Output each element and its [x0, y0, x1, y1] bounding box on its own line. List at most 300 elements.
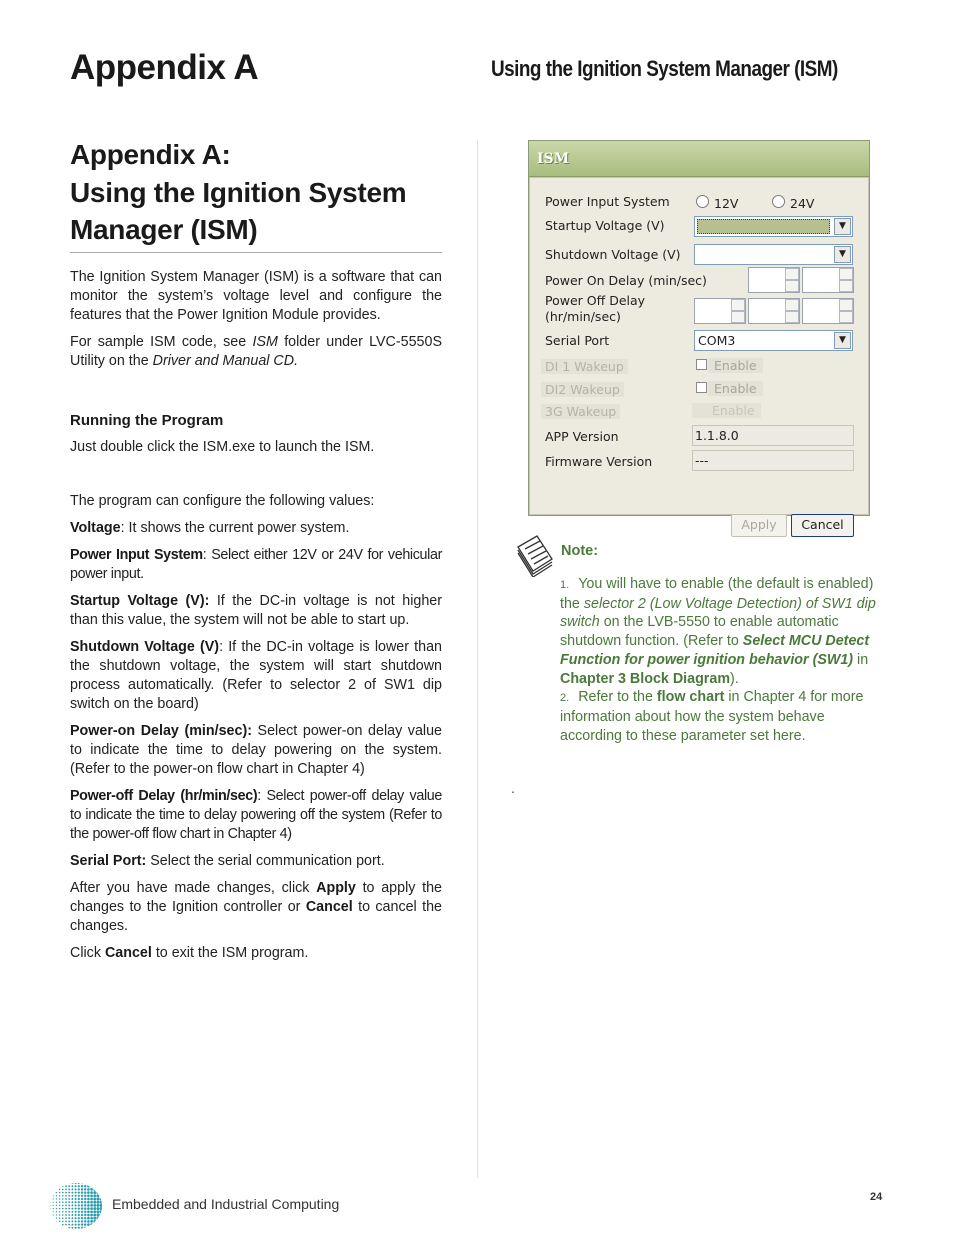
logo-dot [53, 1186, 54, 1187]
logo-dot [71, 1220, 73, 1222]
label-shutdown: Shutdown Voltage (V) [545, 247, 681, 262]
logo-dot [87, 1217, 90, 1220]
power-off-sec-spinner[interactable] [802, 298, 854, 324]
logo-dot [75, 1208, 77, 1210]
logo-dot [87, 1185, 90, 1188]
logo-dot [90, 1198, 93, 1201]
logo-dot [65, 1205, 67, 1207]
item-voltage: Voltage: It shows the current power system. [70, 519, 350, 536]
firmware-version-field: --- [692, 450, 854, 471]
power-on-sec-spinner[interactable] [802, 267, 854, 293]
logo-dot [49, 1192, 50, 1193]
logo-dot [75, 1195, 77, 1197]
logo-dot [93, 1188, 96, 1191]
di2-checkbox[interactable] [696, 382, 707, 393]
logo-dot [90, 1226, 93, 1229]
logo-dot [87, 1204, 90, 1207]
logo-dot [49, 1208, 50, 1209]
logo-dot [68, 1188, 70, 1190]
chevron-down-icon[interactable]: ▼ [834, 246, 851, 263]
logo-dot [56, 1192, 57, 1193]
logo-dot [65, 1195, 67, 1197]
logo-dot [56, 1211, 57, 1212]
logo-dot [100, 1188, 103, 1191]
logo-dot [100, 1185, 103, 1188]
logo-dot [81, 1220, 83, 1222]
item-power-on: Power-on Delay (min/sec): Select power-on delay value to indicate the time to delay powering on the system. (Refer to the power-on flow chart in Chapter 4) [70, 722, 442, 777]
logo-dot [65, 1198, 67, 1200]
item-shutdown: Shutdown Voltage (V): If the DC-in voltage is lower than the shutdown voltage, the system will start shutdown process automatically. (Refer to selector 2 of SW1 dip switch on the board) [70, 638, 442, 712]
radio-24v-label: 24V [790, 196, 815, 211]
logo-dot [84, 1201, 86, 1203]
column-divider [477, 140, 478, 1178]
logo-dot [71, 1198, 73, 1200]
logo-dot [100, 1201, 103, 1204]
logo-dot [49, 1211, 50, 1212]
chevron-down-icon[interactable]: ▼ [834, 332, 851, 349]
logo-dot [84, 1220, 86, 1222]
logo-dot [49, 1198, 50, 1199]
logo-dot [59, 1211, 60, 1212]
logo-dot [62, 1217, 64, 1219]
page-number: 24 [870, 1191, 883, 1203]
logo-dot [65, 1192, 67, 1194]
logo-dot [49, 1182, 50, 1183]
radio-12v[interactable] [696, 195, 709, 208]
logo-dot [90, 1204, 93, 1207]
logo-dot [97, 1182, 100, 1185]
left-column [70, 136, 442, 971]
logo-dot [84, 1188, 86, 1190]
logo-dot [81, 1182, 83, 1184]
logo-dot [78, 1207, 80, 1209]
spin-down-icon[interactable] [785, 280, 799, 292]
after-changes: After you have made changes, click Apply to apply the changes to the Ignition controller or Cancel to cancel the changes. [70, 879, 442, 934]
logo-dot [97, 1214, 100, 1217]
spin-down-icon[interactable] [839, 311, 853, 323]
logo-dot [75, 1214, 77, 1216]
note-list [560, 575, 890, 745]
logo-dot [71, 1204, 73, 1206]
page-title: Appendix A: Using the Ignition System Manager (ISM) [70, 136, 442, 253]
configure-text: The program can configure the following values: [70, 492, 375, 509]
di2-enable-label: Enable [708, 381, 763, 396]
spin-up-icon[interactable] [839, 299, 853, 311]
logo-dot [84, 1223, 86, 1225]
logo-dot [53, 1221, 54, 1222]
logo-dot [68, 1211, 70, 1213]
logo-dot [93, 1226, 96, 1229]
logo-dot [100, 1220, 103, 1223]
logo-dot [71, 1188, 73, 1190]
logo-dot [81, 1195, 83, 1197]
logo-dot [93, 1220, 96, 1223]
logo-dot [56, 1202, 57, 1203]
logo-dot [84, 1185, 86, 1187]
logo-dot [93, 1185, 96, 1188]
logo-dot [90, 1191, 93, 1194]
logo-dot [78, 1198, 80, 1200]
di1-enable-label: Enable [708, 358, 763, 373]
label-power-input: Power Input System [545, 194, 670, 209]
logo-dot [90, 1220, 93, 1223]
logo-dot [59, 1205, 60, 1206]
logo-dot [75, 1201, 77, 1203]
logo-dot [81, 1207, 83, 1209]
logo-dot [90, 1223, 93, 1226]
logo-dot [100, 1217, 103, 1220]
item-startup: Startup Voltage (V): If the DC-in voltage is not higher than this value, the system will not be able to start up. [70, 592, 442, 628]
logo-dot [75, 1224, 77, 1226]
spin-up-icon[interactable] [839, 268, 853, 280]
label-power-on: Power On Delay (min/sec) [545, 273, 707, 288]
logo-dot [71, 1224, 73, 1226]
logo-dot [100, 1207, 103, 1210]
logo-dot [65, 1185, 67, 1187]
shutdown-voltage-select[interactable] [694, 244, 853, 265]
logo-dot [53, 1182, 54, 1183]
logo-dot [87, 1223, 90, 1226]
logo-dot [100, 1226, 103, 1229]
logo-dot [97, 1210, 100, 1213]
logo-dot [90, 1185, 93, 1188]
logo-dot [78, 1204, 80, 1206]
logo-dot [49, 1221, 50, 1222]
exit-text: Click Cancel to exit the ISM program. [70, 944, 309, 961]
logo-dot [81, 1214, 83, 1216]
logo-dot [84, 1214, 86, 1216]
logo-dot [53, 1195, 54, 1196]
di1-checkbox[interactable] [696, 359, 707, 370]
spin-down-icon[interactable] [839, 280, 853, 292]
logo-dot [59, 1227, 60, 1228]
logo-dot [97, 1201, 100, 1204]
logo-dot [62, 1185, 64, 1187]
logo-dot [87, 1188, 90, 1191]
label-di2: DI2 Wakeup [541, 382, 624, 397]
logo-dot [59, 1192, 60, 1193]
logo-dot [97, 1217, 100, 1220]
logo-dot [71, 1227, 73, 1229]
label-app-version: APP Version [545, 429, 619, 444]
logo-dot [65, 1189, 67, 1191]
logo-dot [56, 1198, 57, 1199]
logo-dot [49, 1186, 50, 1187]
logo-dot [75, 1188, 77, 1190]
intro-paragraph: The Ignition System Manager (ISM) is a software that can monitor the system’s voltage level and configure the features that the Power Ignition Module provides. [70, 268, 442, 323]
logo-dot [49, 1224, 50, 1225]
logo-dot [75, 1227, 77, 1229]
logo-dot [59, 1198, 60, 1199]
logo-dot [62, 1182, 64, 1184]
logo-dot [93, 1214, 96, 1217]
logo-dot [49, 1227, 50, 1228]
logo-dot [68, 1220, 70, 1222]
power-on-min-spinner[interactable] [748, 267, 800, 293]
logo-dot [87, 1211, 90, 1214]
logo-dot [68, 1208, 70, 1210]
spin-down-icon[interactable] [731, 311, 745, 323]
logo-dot [56, 1227, 57, 1228]
logo-dot [90, 1210, 93, 1213]
serial-port-select[interactable]: COM3 ▼ [694, 330, 853, 351]
spin-up-icon[interactable] [731, 299, 745, 311]
logo-dot [62, 1201, 64, 1203]
ism-dialog [528, 140, 870, 532]
logo-dot [87, 1201, 90, 1204]
logo-dot [84, 1191, 86, 1193]
logo-dot [68, 1192, 70, 1194]
spin-up-icon[interactable] [785, 299, 799, 311]
logo-dot [78, 1214, 80, 1216]
logo-dot [90, 1214, 93, 1217]
logo-dot [49, 1189, 50, 1190]
label-startup: Startup Voltage (V) [545, 218, 665, 233]
logo-dot [65, 1201, 67, 1203]
logo-dot [68, 1227, 70, 1229]
logo-dot [65, 1211, 67, 1213]
logo-dot [97, 1204, 100, 1207]
running-heading: Running the Program [70, 411, 224, 429]
logo-dot [68, 1204, 70, 1206]
logo-dot [62, 1208, 64, 1210]
logo-dot [97, 1207, 100, 1210]
3g-enable-label: Enable [692, 403, 761, 418]
logo-dot [68, 1201, 70, 1203]
logo-dot [65, 1224, 67, 1226]
app-version-field: 1.1.8.0 [692, 425, 854, 446]
logo-dot [71, 1214, 73, 1216]
logo-dot [84, 1198, 86, 1200]
logo-dot [75, 1182, 77, 1184]
footer-text: Embedded and Industrial Computing [112, 1196, 340, 1212]
dialog-body [529, 177, 869, 532]
logo-dot [56, 1182, 57, 1183]
logo-dot [65, 1214, 67, 1216]
logo-dot [71, 1208, 73, 1210]
logo-dot [87, 1191, 90, 1194]
radio-12v-label: 12V [714, 196, 739, 211]
logo-dot [90, 1182, 93, 1185]
logo-dot [53, 1218, 54, 1219]
logo-dot [59, 1182, 60, 1183]
logo-dot [84, 1217, 86, 1219]
item-power-off: Power-off Delay (hr/min/sec): Select power-off delay value to indicate the time to delay powering off the system (Refer to the power-off flow chart in Chapter 4) [70, 787, 442, 842]
note-item: 2. Refer to the flow chart in Chapter 4 for more information about how the system behave according to these parameter set here. [560, 689, 864, 744]
chevron-down-icon[interactable]: ▼ [834, 218, 851, 235]
logo-dot [68, 1185, 70, 1187]
logo-dot [59, 1217, 60, 1218]
logo-dot [53, 1214, 54, 1215]
logo-dot [59, 1224, 60, 1225]
logo-dot [53, 1189, 54, 1190]
logo-dot [81, 1223, 83, 1225]
logo-dot [78, 1182, 80, 1184]
item-serial: Serial Port: Select the serial communication port. [70, 852, 385, 869]
logo-dot [84, 1204, 86, 1206]
logo-dot [59, 1214, 60, 1215]
logo-dot [53, 1202, 54, 1203]
logo-dot [59, 1195, 60, 1196]
dialog-title: ISM [529, 141, 869, 177]
logo-dot [100, 1194, 103, 1197]
logo-dot [62, 1192, 64, 1194]
logo-dot [84, 1227, 86, 1229]
logo-dot [81, 1185, 83, 1187]
logo-dot [84, 1207, 86, 1209]
sample-code-paragraph: For sample ISM code, see ISM folder under LVC-5550S Utility on the Driver and Manual CD. [70, 333, 442, 369]
logo-dot [90, 1188, 93, 1191]
logo-dot [93, 1204, 96, 1207]
logo-dot [62, 1205, 64, 1207]
logo-dot [100, 1181, 103, 1184]
label-firmware-version: Firmware Version [545, 454, 653, 469]
logo-dot [97, 1226, 100, 1229]
logo-dot [100, 1210, 103, 1213]
logo-dot [75, 1220, 77, 1222]
label-serial: Serial Port [545, 333, 610, 348]
logo-dot [56, 1221, 57, 1222]
logo-dot [65, 1221, 67, 1223]
logo-dot [53, 1224, 54, 1225]
logo-dot [71, 1195, 73, 1197]
note-item: 1. You will have to enable (the default is enabled) the selector 2 (Low Voltage Detection) of SW1 dip switch on the LVB-5550 to enable automatic shutdown function. (Refer to Select MCU Detect Function for power ignition behavior (SW1) in Chapter 3 Block Diagram). [560, 576, 876, 687]
logo-dot [62, 1224, 64, 1226]
logo-dot [100, 1204, 103, 1207]
logo-dot [53, 1208, 54, 1209]
power-off-min-spinner[interactable] [748, 298, 800, 324]
logo-dot [53, 1227, 54, 1228]
logo-dot [53, 1192, 54, 1193]
logo-dot [93, 1198, 96, 1201]
logo-dot [97, 1188, 100, 1191]
logo-dot [78, 1223, 80, 1225]
logo-dot [81, 1227, 83, 1229]
logo-dot [81, 1198, 83, 1200]
logo-dot [56, 1205, 57, 1206]
logo-dot [53, 1198, 54, 1199]
logo-dot [49, 1218, 50, 1219]
power-off-hr-spinner[interactable] [694, 298, 746, 324]
logo-dot [56, 1195, 57, 1196]
logo-dot [78, 1191, 80, 1193]
radio-24v[interactable] [772, 195, 785, 208]
logo-dot [78, 1217, 80, 1219]
logo-dot [56, 1189, 57, 1190]
logo-dot [65, 1217, 67, 1219]
section-header: Using the Ignition System Manager (ISM) [491, 56, 838, 81]
logo-dot [75, 1185, 77, 1187]
logo-dot [59, 1201, 60, 1202]
logo-dot [71, 1185, 73, 1187]
logo-dot [71, 1192, 73, 1194]
logo-dot [68, 1195, 70, 1197]
label-power-off-units: (hr/min/sec) [545, 309, 621, 324]
appendix-header: Appendix A [70, 48, 259, 87]
logo-dot [87, 1207, 90, 1210]
logo-dot [53, 1211, 54, 1212]
logo-dot [62, 1198, 64, 1200]
logo-dot [62, 1189, 64, 1191]
logo-dot [97, 1220, 100, 1223]
logo-dot [59, 1185, 60, 1186]
label-di1: DI 1 Wakeup [541, 359, 628, 374]
logo-dot [53, 1205, 54, 1206]
logo-dot [65, 1208, 67, 1210]
logo-dot [97, 1198, 100, 1201]
startup-voltage-select[interactable] [694, 216, 853, 237]
logo-dot [90, 1217, 93, 1220]
logo-dot [56, 1186, 57, 1187]
item-power-input: Power Input System: Select either 12V or 24V for vehicular power input. [70, 546, 442, 582]
logo-dot [87, 1220, 90, 1223]
logo-dot [59, 1208, 60, 1209]
logo-dot [90, 1201, 93, 1204]
logo-dot [84, 1211, 86, 1213]
logo-dot [93, 1194, 96, 1197]
stray-dot: . [511, 780, 515, 796]
logo-dot [97, 1191, 100, 1194]
logo-dot [56, 1218, 57, 1219]
logo-dot [75, 1198, 77, 1200]
logo-dot [78, 1227, 80, 1229]
logo-dot [93, 1201, 96, 1204]
logo-dot [87, 1195, 90, 1198]
spin-down-icon[interactable] [785, 311, 799, 323]
logo-dot [65, 1227, 67, 1229]
logo-dot [100, 1197, 103, 1200]
logo-dot [71, 1182, 73, 1184]
logo-dot [71, 1211, 73, 1213]
logo-dot [75, 1211, 77, 1213]
label-3g: 3G Wakeup [541, 404, 620, 419]
logo-dot [100, 1223, 103, 1226]
logo-dot [90, 1207, 93, 1210]
cancel-button[interactable]: Cancel [791, 514, 854, 537]
logo-dot [93, 1217, 96, 1220]
company-logo-icon [48, 1181, 104, 1231]
logo-dot [75, 1204, 77, 1206]
logo-dot [62, 1227, 64, 1229]
logo-dot [78, 1201, 80, 1203]
logo-dot [68, 1214, 70, 1216]
logo-dot [93, 1223, 96, 1226]
logo-dot [90, 1194, 93, 1197]
logo-dot [62, 1211, 64, 1213]
logo-dot [75, 1192, 77, 1194]
logo-dot [81, 1188, 83, 1190]
logo-dot [78, 1188, 80, 1190]
logo-dot [68, 1198, 70, 1200]
logo-dot [78, 1220, 80, 1222]
logo-dot [62, 1214, 64, 1216]
logo-dot [97, 1223, 100, 1226]
apply-button[interactable]: Apply [731, 514, 787, 537]
spin-up-icon[interactable] [785, 268, 799, 280]
logo-dot [78, 1195, 80, 1197]
logo-dot [65, 1182, 67, 1184]
logo-dot [84, 1195, 86, 1197]
logo-dot [78, 1185, 80, 1187]
logo-dot [62, 1221, 64, 1223]
logo-dot [68, 1182, 70, 1184]
logo-dot [49, 1214, 50, 1215]
logo-dot [75, 1217, 77, 1219]
logo-dot [56, 1214, 57, 1215]
logo-dot [93, 1191, 96, 1194]
logo-dot [87, 1227, 90, 1230]
logo-dot [97, 1194, 100, 1197]
